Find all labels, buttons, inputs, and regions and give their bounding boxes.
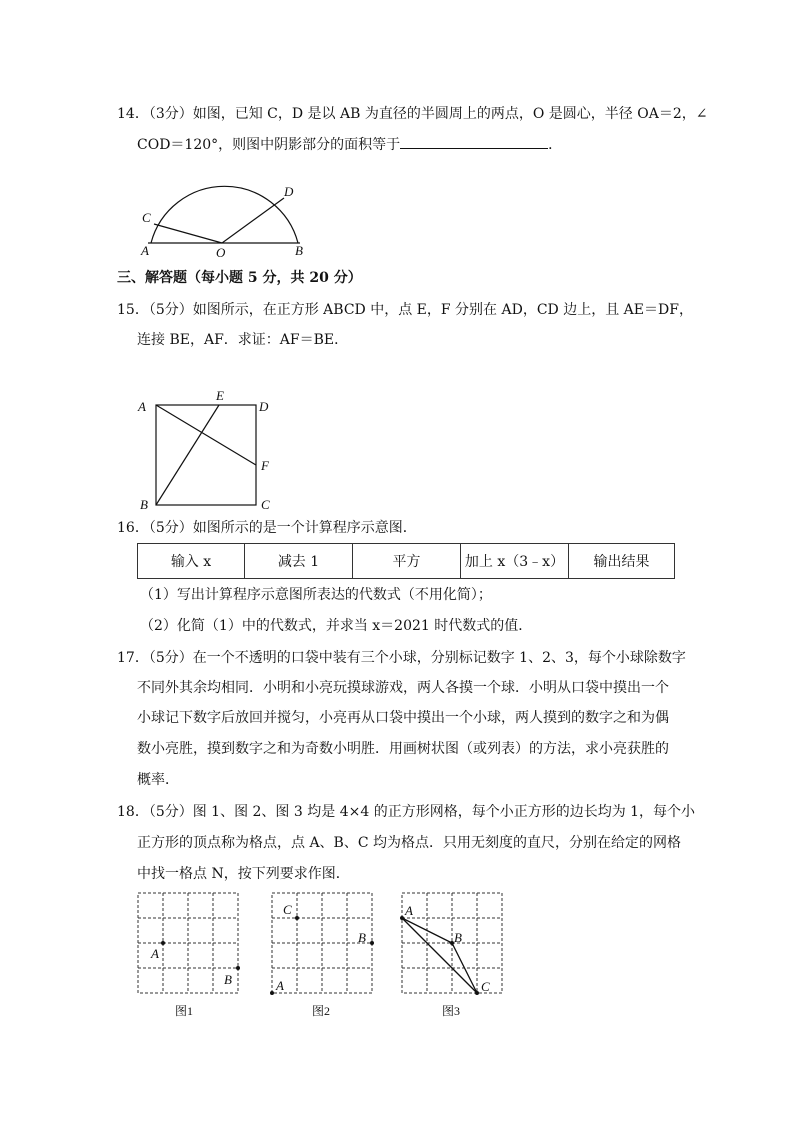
label-B: B: [140, 497, 148, 512]
point-B: [370, 941, 374, 945]
point-B: [236, 966, 240, 970]
radius-OD: [222, 198, 284, 243]
q14-line2-end: ．: [548, 137, 563, 153]
flowchart: [137, 543, 675, 579]
flow-step: 减去 1: [245, 544, 353, 579]
label-C: C: [283, 902, 292, 917]
q18-line: 中找一格点 N，按下列要求作图．: [137, 866, 350, 882]
point-C: [475, 991, 479, 995]
q15-line1: 15．（5分）如图所示，在正方形 ABCD 中，点 E，F 分别在 AD，CD 边上，且 AE＝DF，: [117, 302, 693, 318]
figure-caption: 图2: [312, 1004, 331, 1018]
q16-sub1: （1）写出计算程序示意图所表达的代数式（不用化简）；: [140, 587, 492, 603]
flow-step: 输入 x: [138, 544, 245, 579]
label-C: C: [481, 979, 490, 994]
label-A: A: [276, 978, 284, 993]
q17-line: 数小亮胜，摸到数字之和为奇数小明胜．用画树状图（或列表）的方法，求小亮获胜的: [137, 741, 669, 757]
q18-grid-figures: [130, 888, 520, 1018]
label-C: C: [142, 210, 151, 225]
label-B: B: [224, 972, 232, 987]
q16-sub2: （2）化简（1）中的代数式，并求当 x＝2021 时代数式的值．: [140, 618, 533, 634]
q17-line: 小球记下数字后放回并搅匀，小亮再从口袋中摸出一个小球，两人摸到的数字之和为偶: [137, 710, 669, 726]
q18-line: 正方形的顶点称为格点，点 A、B、C 均为格点．只用无刻度的直尺，分别在给定的网格: [137, 835, 682, 851]
figure-caption: 图3: [442, 1004, 461, 1018]
point-C: [295, 916, 299, 920]
flow-step: 输出结果: [569, 544, 675, 579]
label-B: B: [358, 930, 366, 945]
label-A: A: [141, 243, 149, 258]
q15-line2: 连接 BE，AF．求证：AF＝BE．: [137, 332, 349, 348]
radius-OC: [154, 224, 222, 243]
label-F: F: [261, 458, 269, 473]
grid-figure-1: [138, 893, 240, 1018]
point-A: [161, 941, 165, 945]
label-C: C: [261, 497, 270, 512]
label-A: A: [405, 903, 413, 918]
point-A: [270, 991, 274, 995]
q17-line: 不同外其余均相同．小明和小亮玩摸球游戏，两人各摸一个球．小明从口袋中摸出一个: [137, 680, 669, 696]
flow-step: 加上 x（3﹣x）: [461, 544, 569, 579]
section3-title: 三、解答题（每小题 5 分，共 20 分）: [117, 270, 362, 286]
q14-line2-text: COD＝120°，则图中阴影部分的面积等于: [137, 137, 401, 153]
label-B: B: [295, 243, 303, 258]
q14-line2: [137, 134, 562, 155]
point-A: [400, 916, 404, 920]
figure-caption: 图1: [175, 1004, 194, 1018]
grid-figure-2: [270, 893, 374, 1018]
q17-line: 17．（5分）在一个不透明的口袋中装有三个小球，分别标记数字 1、2、3，每个小球除数字: [117, 650, 686, 666]
label-E: E: [216, 388, 224, 403]
flow-step: 平方: [353, 544, 461, 579]
label-D: D: [259, 399, 269, 414]
segment-BE: [156, 405, 219, 505]
label-O: O: [216, 245, 226, 260]
q16-line1: 16．（5分）如图所示的是一个计算程序示意图．: [117, 520, 417, 536]
q17-line: 概率．: [137, 772, 179, 788]
square-ABCD: [156, 405, 256, 505]
segment-AC: [402, 918, 477, 993]
q18-line: 18．（5分）图 1、图 2、图 3 均是 4×4 的正方形网格，每个小正方形的边长均为 1，每个小: [117, 804, 696, 820]
label-A: A: [151, 946, 159, 961]
q14-answer-blank: [400, 134, 548, 149]
q15-square-figure: [132, 386, 282, 516]
grid-figure-3: [400, 893, 502, 1018]
label-A: A: [138, 399, 146, 414]
semicircle-arc: [151, 186, 298, 243]
q14-line1: 14．（3分）如图，已知 C，D 是以 AB 为直径的半圆周上的两点，O 是圆心，半径 OA＝2，∠: [117, 106, 708, 122]
segment-AF: [156, 405, 256, 465]
label-D: D: [284, 184, 294, 199]
q14-semicircle-figure: [130, 160, 320, 260]
label-B: B: [454, 930, 462, 945]
